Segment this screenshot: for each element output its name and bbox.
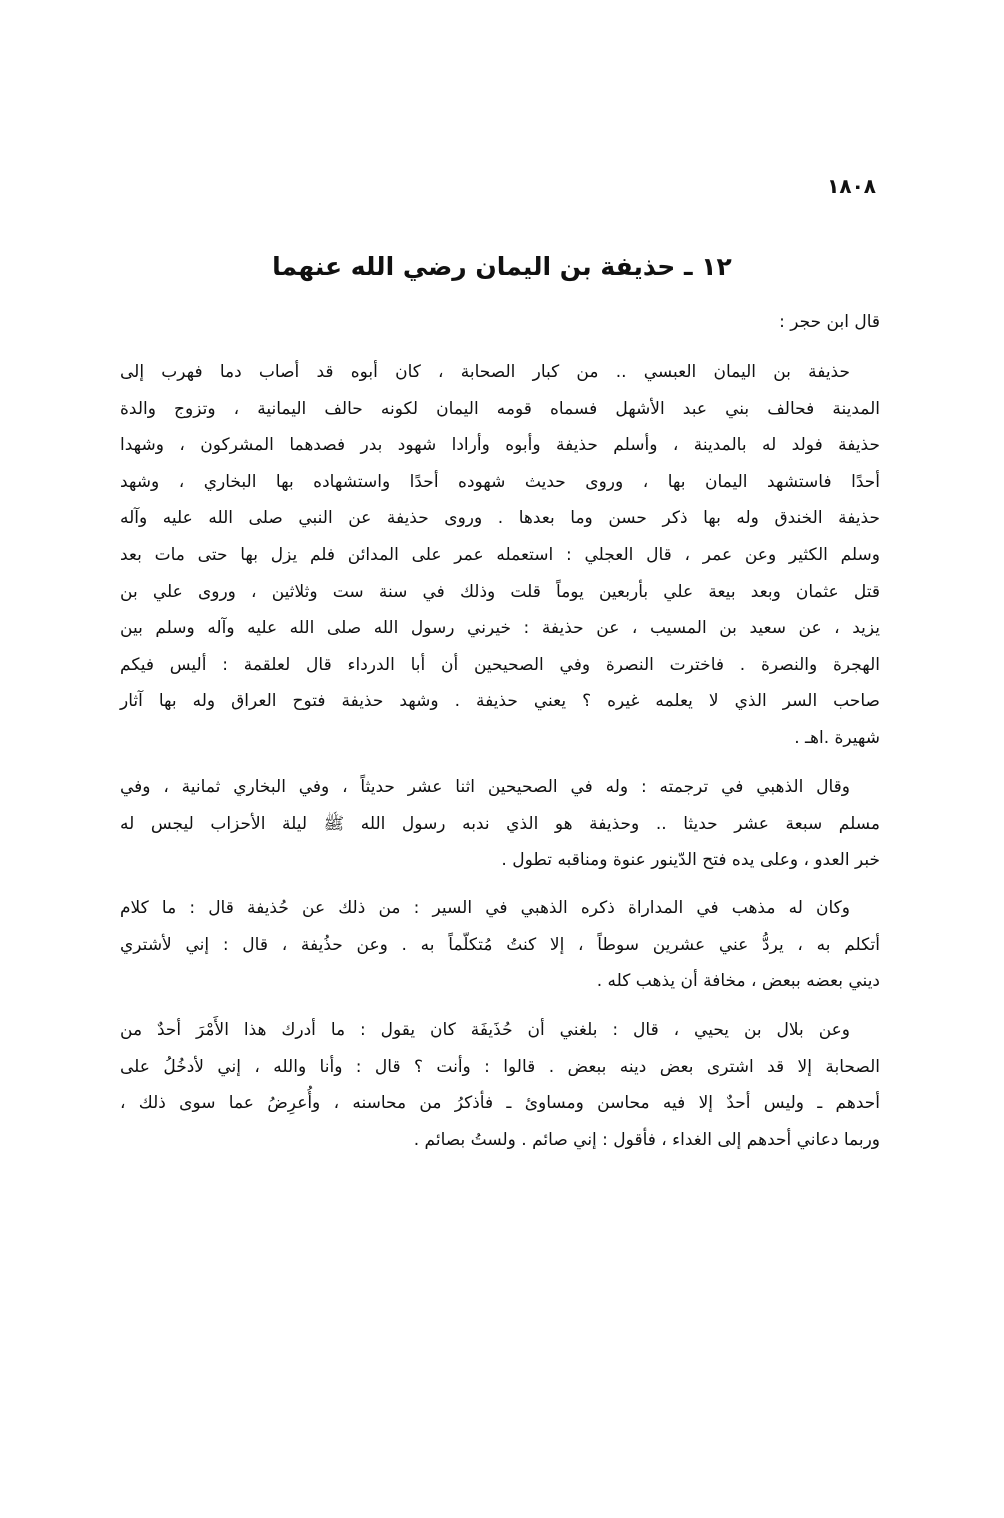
text-line: حذيفة الخندق وله بها ذكر حسن وما بعدها . وروى حذيفة عن النبي صلى الله عليه وآله — [120, 508, 880, 529]
paragraph-3 — [120, 890, 880, 1000]
text-line: وقال الذهبي في ترجمته : وله في الصحيحين اثنا عشر حديثاً ، وفي البخاري ثمانية ، وفي — [120, 777, 850, 797]
text-line: وسلم الكثير وعن عمر ، قال العجلي : استعمله عمر على المدائن فلم يزل بها حتى مات بعد — [120, 544, 880, 565]
text-line: حذيفة فولد له بالمدينة ، وأسلم حذيفة وأبوه وأرادا شهود بدر فصدهما المشركون ، وشهدا — [120, 435, 880, 456]
text-line: خبر العدو ، وعلى يده فتح الدّينور عنوة ومناقبه تطول . — [501, 850, 880, 871]
text-line: الهجرة والنصرة . فاخترت النصرة وفي الصحيحين أن أبا الدرداء قال لعلقمة : أليس فيكم — [120, 654, 880, 675]
text-line: شهيرة .اهـ . — [794, 727, 880, 748]
paragraph-1 — [120, 354, 880, 757]
chapter-title: ١٢ ـ حذيفة بن اليمان رضي الله عنهما — [272, 252, 732, 281]
text-line: الصحابة إلا قد اشترى بعض دينه ببعض . قالوا : وأنت ؟ قال : وأنا والله ، إني لأدخُلُ على — [120, 1056, 880, 1077]
text-line: وكان له مذهب في المداراة ذكره الذهبي في السير : من ذلك عن حُذيفة قال : ما كلام — [120, 898, 850, 918]
text-line: وعن بلال بن يحيي ، قال : بلغني أن حُذَيفَة كان يقول : ما أدرك هذا الأَمْرَ أحدٌ من — [120, 1020, 850, 1040]
paragraph-4 — [120, 1012, 880, 1158]
text-line: أحدًا فاستشهد اليمان بها ، وروى حديث شهوده أحدًا واستشهاده بها البخاري ، وشهد — [120, 471, 880, 492]
text-line: يزيد ، عن سعيد بن المسيب ، عن حذيفة : خيرني رسول الله صلى الله عليه وآله وسلم بين — [120, 618, 880, 639]
text-line: مسلم سبعة عشر حديثا .. وحذيفة هو الذي ندبه رسول الله ﷺ ليلة الأحزاب ليجس له — [120, 813, 880, 834]
text-line: صاحب السر الذي لا يعلمه غيره ؟ يعني حذيفة . وشهد حذيفة فتوح العراق وله بها آثار — [120, 691, 880, 712]
intro-line: قال ابن حجر : — [779, 312, 880, 332]
paragraph-2 — [120, 769, 880, 879]
text-line: المدينة فحالف بني عبد الأشهل فسماه قومه اليمان لكونه حالف اليمانية ، وتزوج والدة — [120, 398, 880, 419]
text-line: أحدهم ـ وليس أحدٌ إلا فيه محاسن ومساوئ ـ فأذكرُ من محاسنه ، وأُعرِضُ عما سوى ذلك ، — [120, 1093, 880, 1114]
text-line: حذيفة بن اليمان العبسي .. من كبار الصحابة ، كان أبوه قد أصاب دما فهرب إلى — [120, 362, 850, 382]
text-line: ديني بعضه ببعض ، مخافة أن يذهب كله . — [596, 971, 880, 992]
page-number: ١٨٠٨ — [827, 174, 876, 198]
text-line: وربما دعاني أحدهم إلى الغداء ، فأقول : إني صائم . ولستُ بصائم . — [413, 1129, 880, 1150]
text-line: أتكلم به ، يردُّ عني عشرين سوطاً ، إلا كنتُ مُتكلّماً به . وعن حذُيفة ، قال : إني لأشتري — [120, 934, 880, 955]
text-line: قتل عثمان وبعد بيعة علي بأربعين يوماً قلت وذلك في سنة ست وثلاثين ، وروى علي بن — [120, 581, 880, 602]
